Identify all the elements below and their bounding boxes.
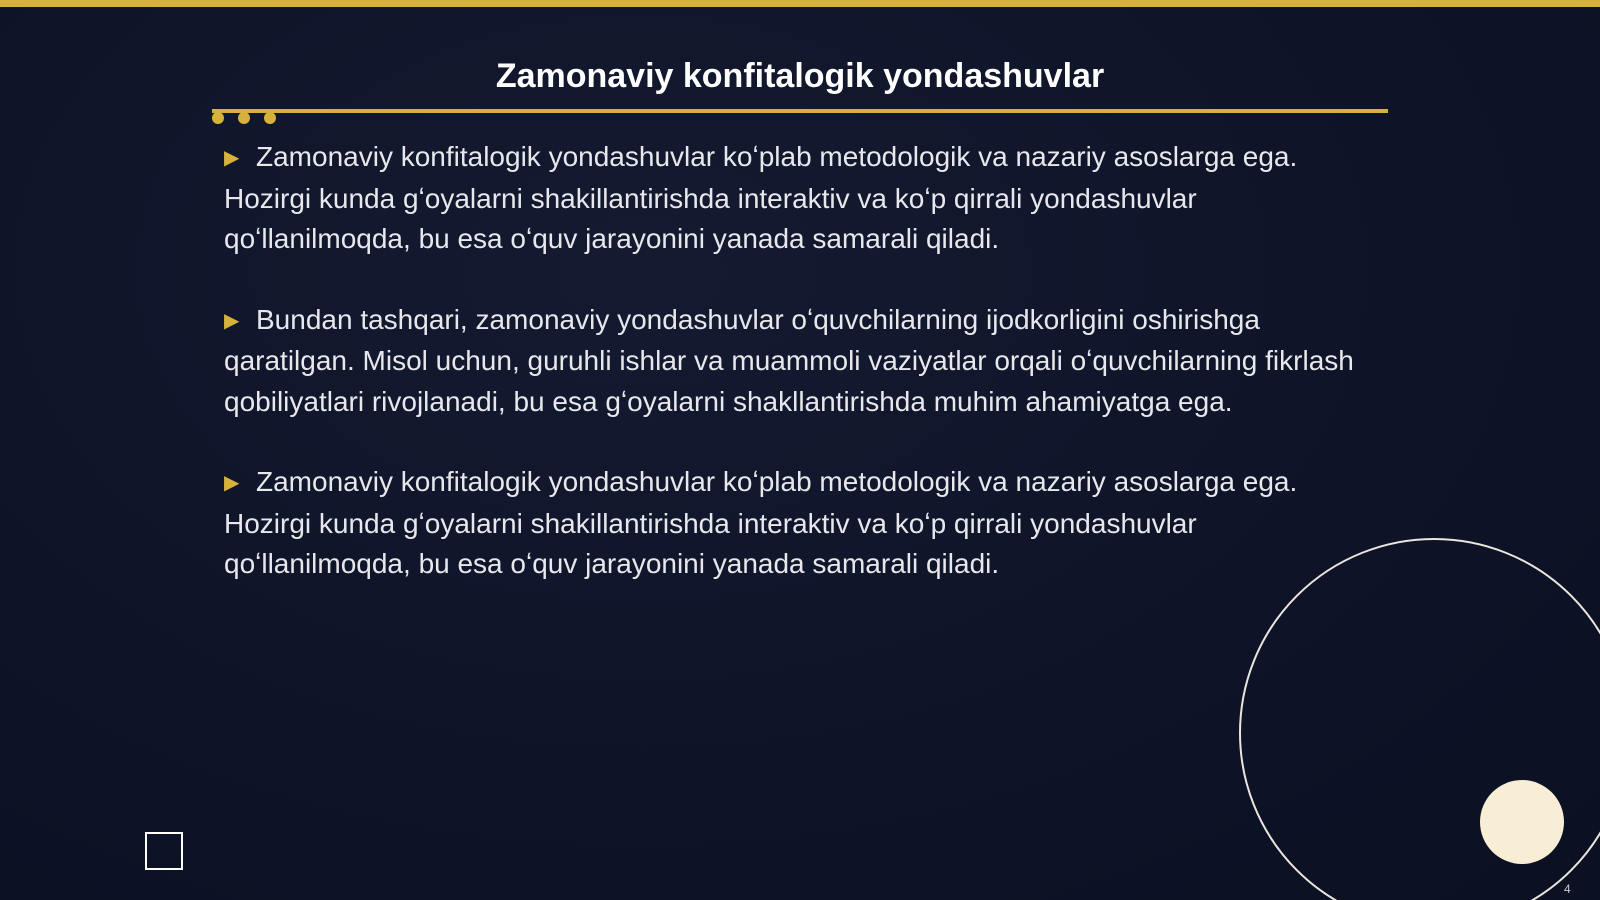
triangle-right-icon: ▶ [224, 309, 240, 332]
decorative-filled-circle [1480, 780, 1564, 864]
decorative-dot [264, 112, 276, 124]
bullet-list [224, 137, 1384, 625]
triangle-right-icon: ▶ [224, 147, 240, 169]
decorative-square [145, 832, 183, 870]
page-number: 4 [1564, 882, 1571, 896]
decorative-dots [212, 112, 282, 126]
paragraph-text: Zamonaviy konfitalogik yondashuvlar koʻplab metodologik va nazariy asoslarga ega. Hozirgi kunda gʻoyalarni shakillantirishda interaktiv va koʻp qirrali yondashuvlar qoʻllanilmoqda, bu esa oʻquv jarayonini yanada samarali qiladi. [224, 466, 1298, 579]
bullet-paragraph-2 [224, 300, 1384, 423]
bullet-paragraph-3 [224, 462, 1384, 585]
decorative-dot [238, 112, 250, 124]
decorative-dot [212, 112, 224, 124]
paragraph-text: Bundan tashqari, zamonaviy yondashuvlar oʻquvchilarning ijodkorligini oshirishga qaratilgan. Misol uchun, guruhli ishlar va muammoli vaziyatlar orqali oʻquvchilarning fikrlash qobiliyatlari rivojlanadi, bu esa gʻoyalarni shakllantirishda muhim ahamiyatga ega. [224, 303, 1354, 417]
bullet-paragraph-1 [224, 137, 1384, 260]
triangle-right-icon: ▶ [224, 472, 240, 494]
top-accent-bar [0, 0, 1600, 7]
title-underline [212, 109, 1388, 113]
paragraph-text: Zamonaviy konfitalogik yondashuvlar koʻplab metodologik va nazariy asoslarga ega. Hozirgi kunda gʻoyalarni shakillantirishda interaktiv va koʻp qirrali yondashuvlar qoʻllanilmoqda, bu esa oʻquv jarayonini yanada samarali qiladi. [224, 141, 1298, 254]
slide-title: Zamonaviy konfitalogik yondashuvlar [495, 57, 1105, 95]
